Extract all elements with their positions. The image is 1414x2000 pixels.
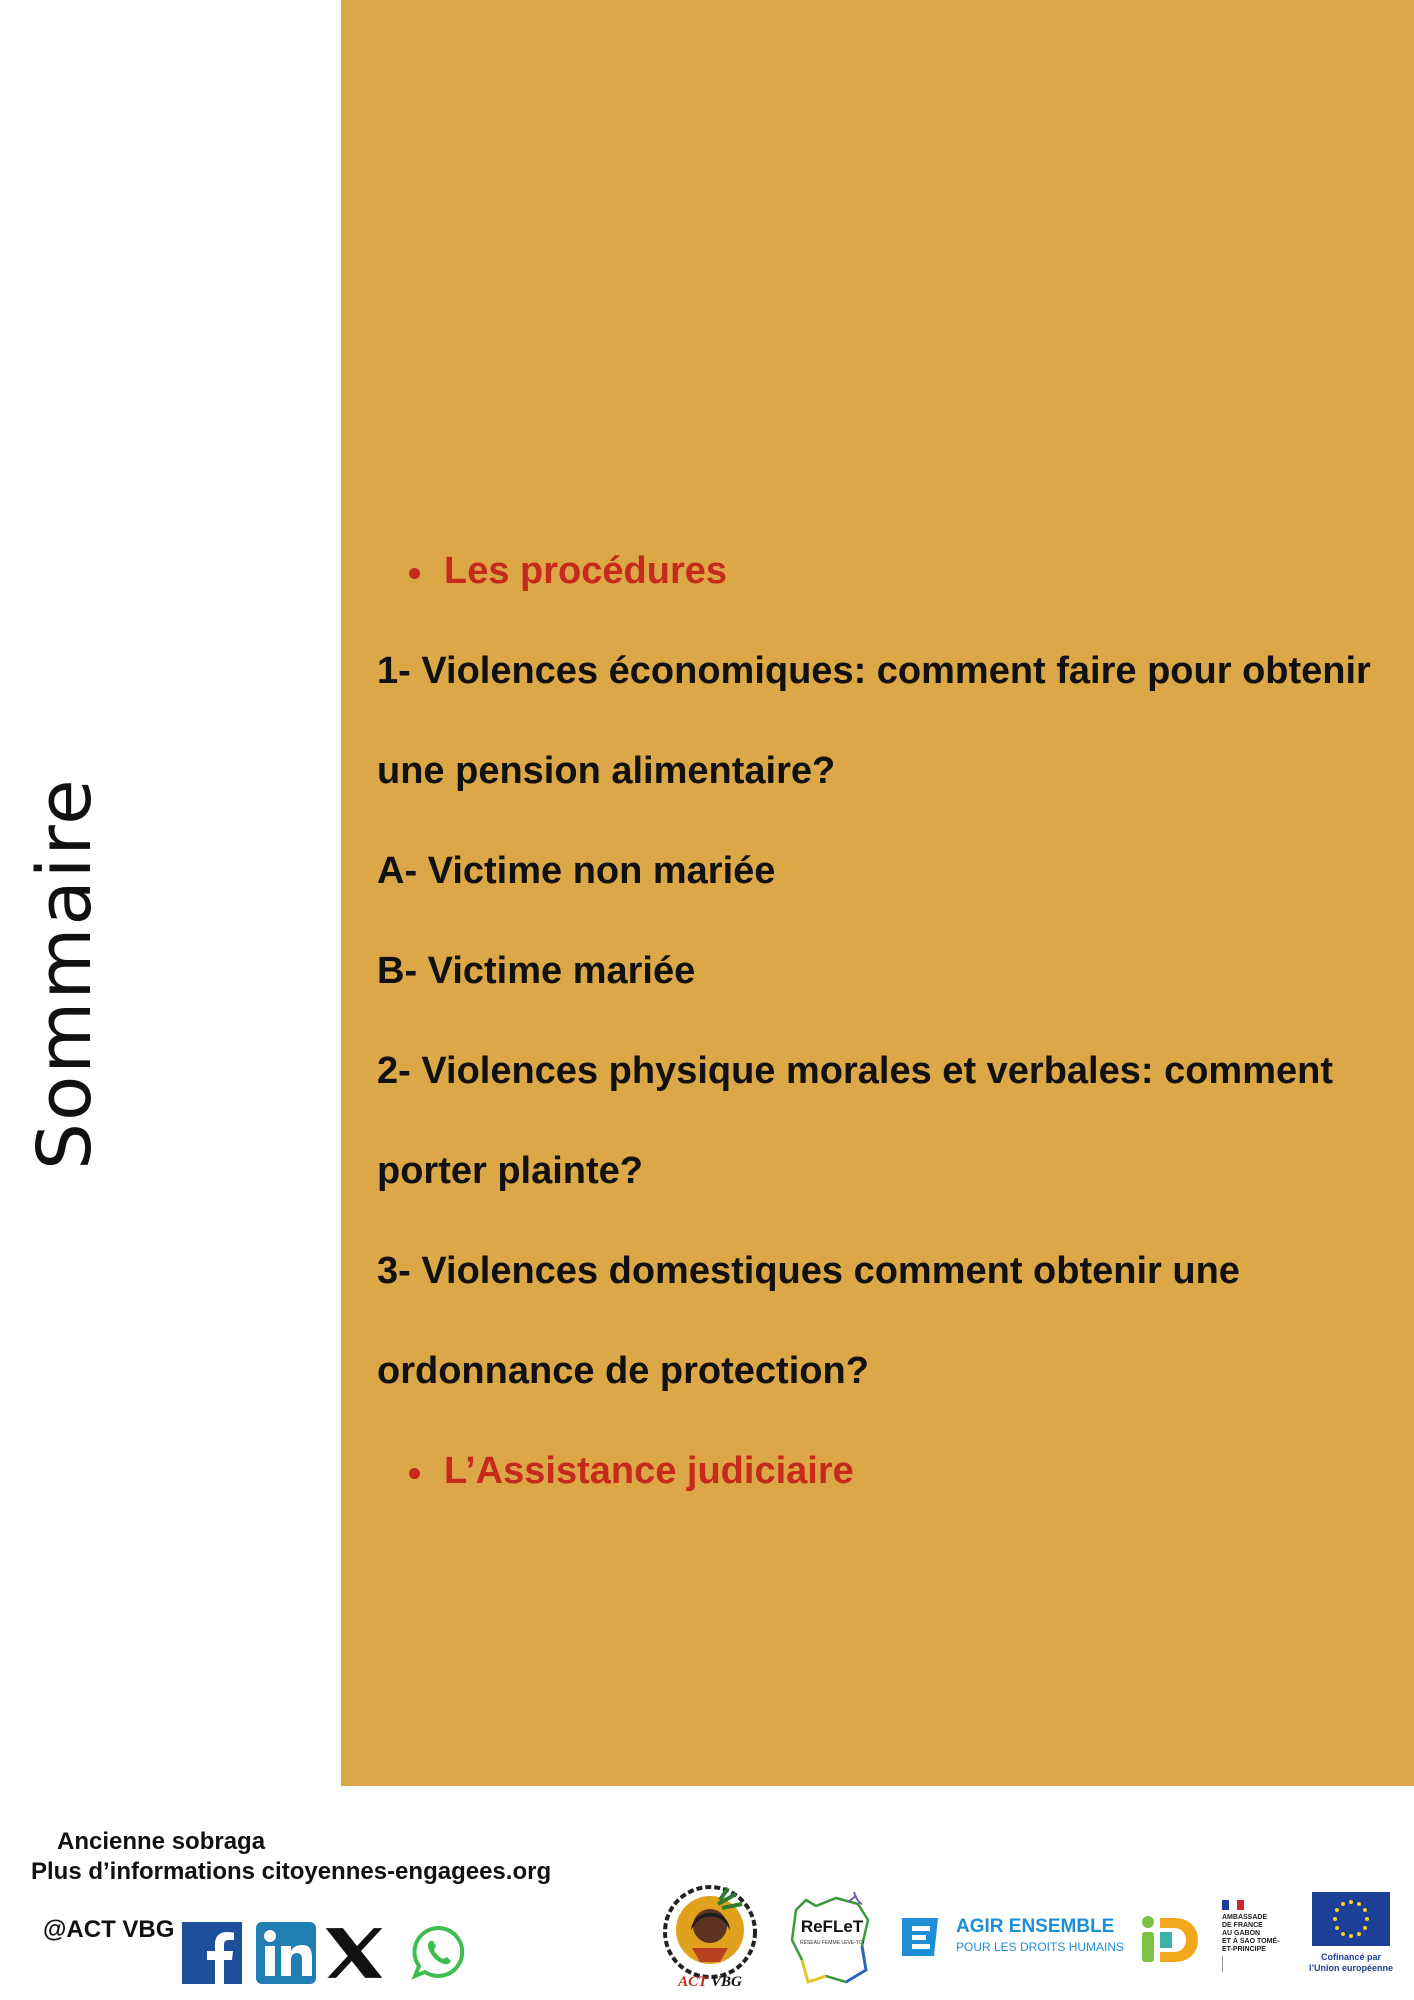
- toc-item: 2- Violences physique morales et verbales: comment: [377, 1050, 1334, 1092]
- table-of-contents: [377, 540, 1407, 1540]
- linkedin-icon[interactable]: [256, 1922, 316, 1984]
- website-text[interactable]: Plus d’informations citoyennes-engagees.org: [31, 1858, 552, 1885]
- toc-item: ordonnance de protection?: [377, 1350, 869, 1392]
- agir-ensemble-title: AGIR ENSEMBLE: [956, 1916, 1115, 1937]
- toc-section-procedures: Les procédures: [377, 540, 1407, 640]
- social-handle: @ACT VBG: [43, 1916, 175, 1943]
- svg-text:ACT VBG: ACT VBG: [678, 1974, 742, 1990]
- toc-item: une pension alimentaire?: [377, 750, 836, 792]
- french-flag-icon: [1222, 1900, 1244, 1910]
- ambassade-de-france-logo: [1222, 1900, 1300, 1984]
- ambassade-line: DE FRANCE: [1222, 1922, 1263, 1929]
- act-vbg-logo: [658, 1884, 762, 1992]
- toc-item: A- Victime non mariée: [377, 850, 776, 892]
- facebook-icon[interactable]: [182, 1922, 242, 1984]
- toc-item: porter plainte?: [377, 1150, 644, 1192]
- ambassade-line: ET À SAO TOMÉ-: [1222, 1938, 1280, 1945]
- agir-ensemble-subtitle: POUR LES DROITS HUMAINS: [956, 1940, 1125, 1954]
- toc-item: 1- Violences économiques: comment faire pour obtenir: [377, 650, 1371, 692]
- address-text: Ancienne sobraga: [57, 1828, 266, 1855]
- id-logo: [1138, 1914, 1200, 1964]
- reflet-name: ReFLeT: [800, 1917, 864, 1936]
- agir-ensemble-logo: [898, 1914, 1128, 1964]
- toc-section-assistance: L’Assistance judiciaire: [377, 1440, 1407, 1540]
- ambassade-line: ET-PRINCIPE: [1222, 1946, 1266, 1953]
- x-icon[interactable]: [324, 1922, 384, 1984]
- agir-ensemble-mark: [898, 1914, 942, 1960]
- toc-item: B- Victime mariée: [377, 950, 696, 992]
- eu-flag-icon: [1312, 1892, 1390, 1946]
- page-title: Sommaire: [22, 777, 108, 1170]
- eu-caption-line: l’Union européenne: [1308, 1963, 1393, 1973]
- ambassade-line: AMBASSADE: [1222, 1914, 1268, 1921]
- whatsapp-icon[interactable]: [411, 1924, 467, 1980]
- eu-logo: [1300, 1892, 1410, 1984]
- reflet-tagline: RÉSEAU FEMME LEVE-TOI: [799, 1940, 865, 1946]
- toc-item: 3- Violences domestiques comment obtenir une: [377, 1250, 1240, 1292]
- eu-caption-line: Cofinancé par: [1320, 1952, 1381, 1962]
- footer-contact: [0, 1820, 640, 2000]
- ambassade-line: AU GABON: [1222, 1930, 1261, 1937]
- partner-logos: [650, 1880, 1410, 1995]
- reflet-logo: [786, 1890, 878, 1990]
